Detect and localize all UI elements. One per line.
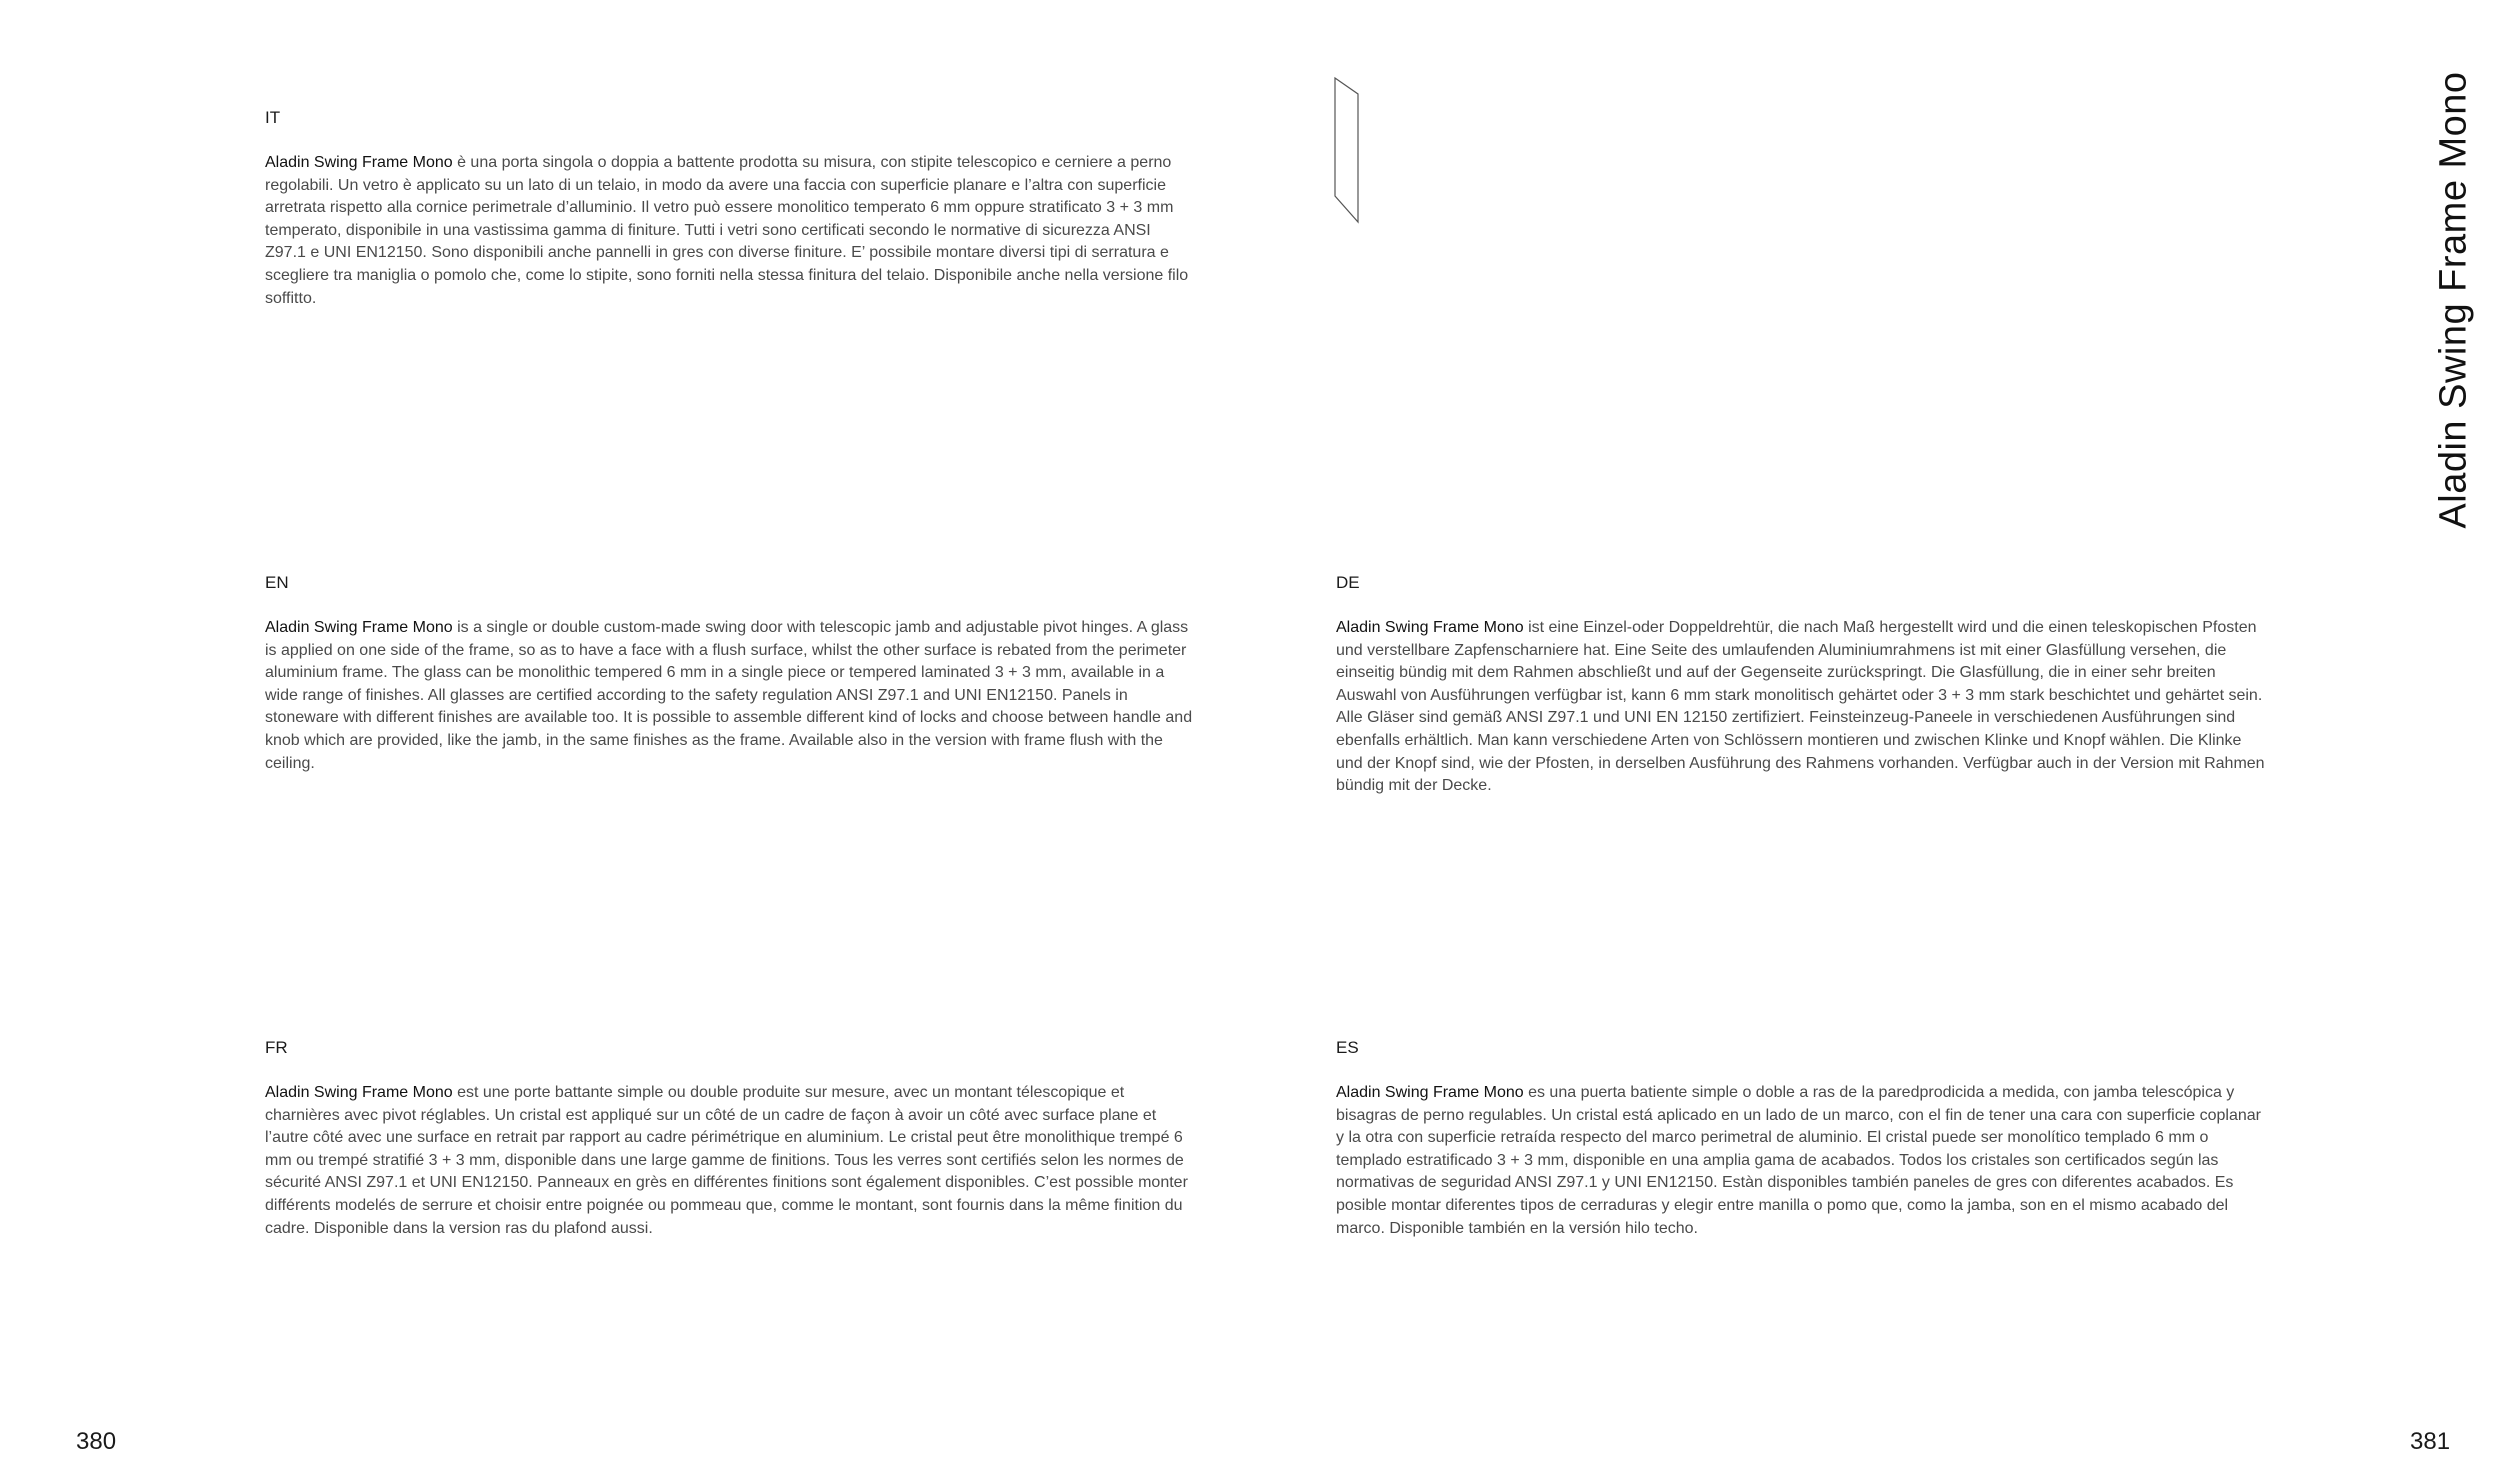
product-name-de: Aladin Swing Frame Mono [1336, 619, 1524, 636]
product-name-en: Aladin Swing Frame Mono [265, 619, 453, 636]
description-fr [265, 1082, 1195, 1240]
page-number-left: 380 [76, 1428, 117, 1455]
product-name-it: Aladin Swing Frame Mono [265, 154, 453, 171]
page-number-right: 381 [2410, 1428, 2451, 1455]
language-heading-en: EN [265, 573, 289, 592]
door-panel-outline-icon [1334, 76, 1364, 224]
description-text-en: is a single or double custom-made swing door with telescopic jamb and adjustable pivot hinges. A glass is applied on one side of the frame, so as to have a face with a flush surface, whilst the other surface is rebated from the perimeter aluminium frame. The glass can be monolithic tempered 6 mm in a single piece or tempered laminated 3 + 3 mm, available in a wide range of finishes. All glasses are certified according to the safety regulation ANSI Z97.1 and UNI EN12150. Panels in stoneware with different finishes are available too. It is possible to assemble different kind of locks and choose between handle and knob which are provided, like the jamb, in the same finishes as the frame. Available also in the version with frame flush with the ceiling. [265, 619, 1193, 772]
section-es [1336, 1038, 2266, 1240]
description-en [265, 617, 1195, 775]
description-text-de: ist eine Einzel-oder Doppeldrehtür, die nach Maß hergestellt wird und die einen teleskopischen Pfosten und verstellbare Zapfenscharniere hat. Eine Seite des umlaufenden Aluminiumrahmens ist mit einer Glasfüllung versehen, die einseitig bündig mit dem Rahmen abschließt und auf der Gegenseite zurückspringt. Die Glasfüllung, die in einer sehr breiten Auswahl von Ausführungen verfügbar ist, kann 6 mm stark monolitisch gehärtet oder 3 + 3 mm stark beschichtet und gehärtet sein. Alle Gläser sind gemäß ANSI Z97.1 und UNI EN 12150 zertifiziert. Feinsteinzeug-Paneele in verschiedenen Ausführungen sind ebenfalls erhältlich. Man kann verschiedene Arten von Schlössern montieren und zwischen Klinke und Knopf wählen. Die Klinke und der Knopf sind, wie der Pfosten, in derselben Ausführung des Rahmens vorhanden. Verfügbar auch in der Version mit Rahmen bündig mit der Decke. [1336, 619, 2265, 795]
description-text-es: es una puerta batiente simple o doble a ras de la paredprodicida a medida, con jamba telescópica y bisagras de perno regulables. Un cristal está aplicado en un lado de un marco, con el fin de tener una cara con superficie coplanar y la otra con superficie retraída respecto del marco perimetral de aluminio. El cristal puede ser monolítico templado 6 mm o templado estratificado 3 + 3 mm, disponible en una amplia gama de acabados. Todos los cristales son certificados según las normativas de seguridad ANSI Z97.1 y UNI EN12150. Estàn disponibles también paneles de gres con diferentes acabados. Es posible montar diferentes tipos de cerraduras y elegir entre manilla o pomo que, como la jamba, son en el mismo acabado del marco. Disponible también en la versión hilo techo. [1336, 1084, 2262, 1237]
product-name-es: Aladin Swing Frame Mono [1336, 1084, 1524, 1101]
description-text-it: è una porta singola o doppia a battente prodotta su misura, con stipite telescopico e cerniere a perno regolabili. Un vetro è applicato su un lato di un telaio, in modo da avere una faccia con superficie planare e l’altra con superficie arretrata rispetto alla cornice perimetrale d’alluminio. Il vetro può essere monolitico temperato 6 mm oppure stratificato 3 + 3 mm temperato, disponibile in una vastissima gamma di finiture. Tutti i vetri sono certificati secondo le normative di sicurezza ANSI Z97.1 e UNI EN12150. Sono disponibili anche pannelli in gres con diverse finiture. E’ possibile montare diversi tipi di serratura e scegliere tra maniglia o pomolo che, come lo stipite, sono forniti nella stessa finitura del telaio. Disponibile anche nella versione filo soffitto. [265, 154, 1189, 307]
description-it [265, 152, 1195, 310]
page-title: Aladin Swing Frame Mono [2432, 71, 2475, 529]
section-de [1336, 573, 2266, 798]
section-fr [265, 1038, 1195, 1240]
section-it [265, 108, 1195, 310]
section-en [265, 573, 1195, 775]
product-name-fr: Aladin Swing Frame Mono [265, 1084, 453, 1101]
language-heading-de: DE [1336, 573, 1360, 592]
language-heading-es: ES [1336, 1038, 1359, 1057]
description-es [1336, 1082, 2266, 1240]
description-text-fr: est une porte battante simple ou double produite sur mesure, avec un montant télescopique et charnières avec pivot réglables. Un cristal est appliqué sur un côté de un cadre de façon à avoir un côté avec surface plane et l’autre côté avec une surface en retrait par rapport au cadre périmétrique en aluminium. Le cristal peut être monolithique trempé 6 mm ou trempé stratifié 3 + 3 mm, disponible dans une large gamme de finitions. Tous les verres sont certifiés selon les normes de sécurité ANSI Z97.1 et UNI EN12150. Panneaux en grès en différentes finitions sont également disponibles. C’est possible monter différents modelés de serrure et choisir entre poignée ou pommeau que, comme le montant, sont fournis dans la même finition du cadre. Disponible dans la version ras du plafond aussi. [265, 1084, 1188, 1237]
language-heading-fr: FR [265, 1038, 288, 1057]
description-de [1336, 617, 2266, 798]
language-heading-it: IT [265, 108, 281, 127]
